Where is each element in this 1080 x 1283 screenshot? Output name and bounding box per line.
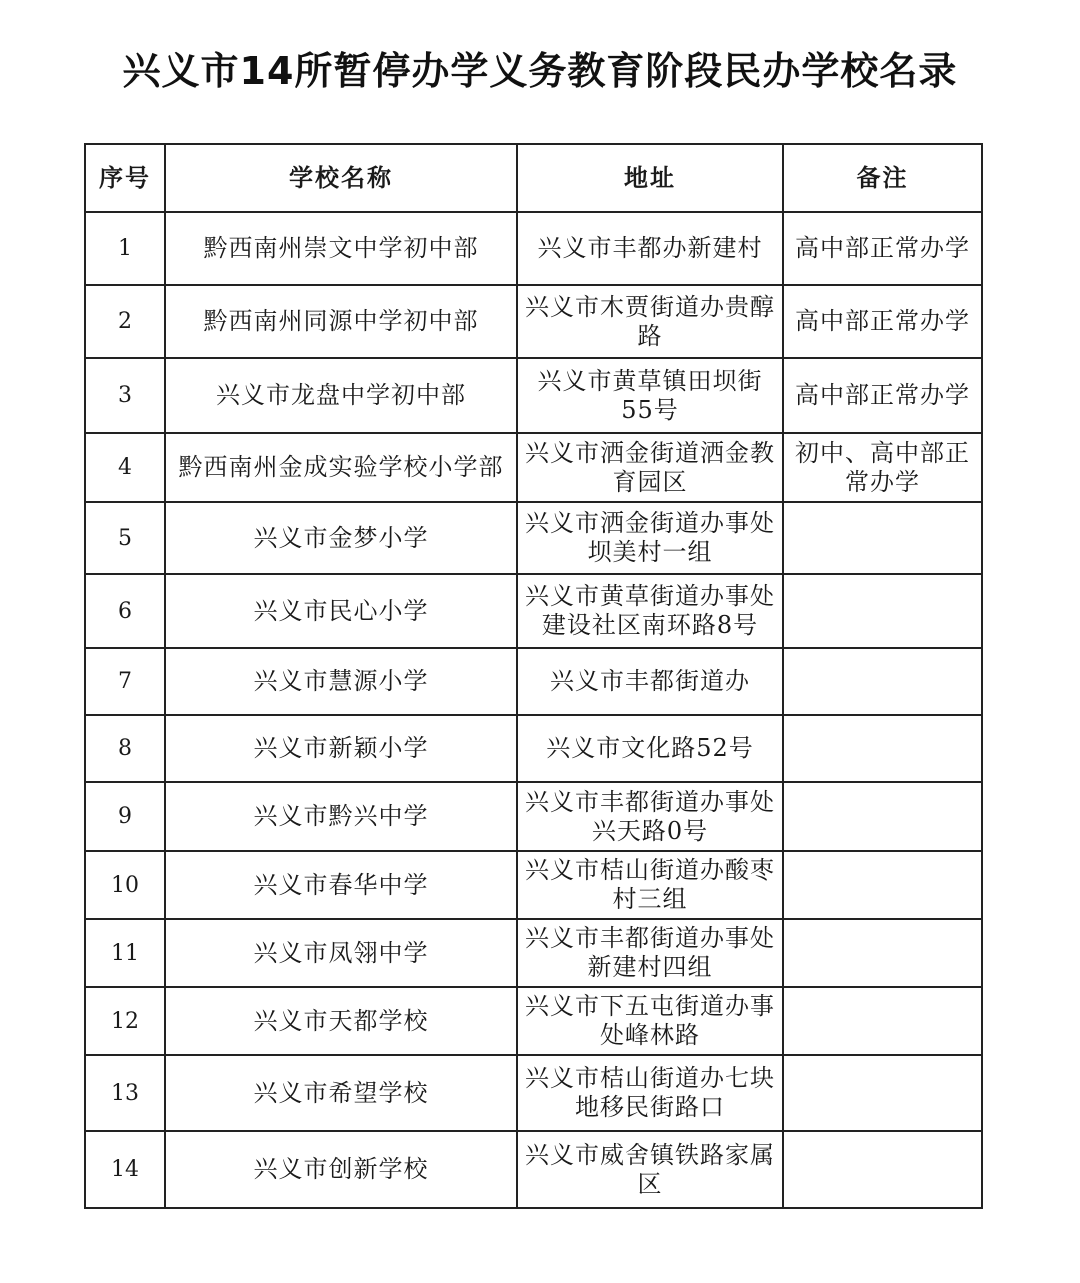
row-seq-no: 5 xyxy=(85,502,165,574)
row-remark xyxy=(783,782,982,851)
row-address: 兴义市洒金街道洒金教育园区 xyxy=(517,433,783,502)
row-address: 兴义市木贾街道办贵醇路 xyxy=(517,285,783,358)
row-seq-no: 6 xyxy=(85,574,165,648)
table-row xyxy=(85,919,982,987)
row-remark: 高中部正常办学 xyxy=(783,212,982,285)
row-address: 兴义市威舍镇铁路家属区 xyxy=(517,1131,783,1208)
row-seq-no: 4 xyxy=(85,433,165,502)
row-address: 兴义市丰都办新建村 xyxy=(517,212,783,285)
header-school-name: 学校名称 xyxy=(165,144,517,212)
row-seq-no: 7 xyxy=(85,648,165,715)
table-row xyxy=(85,987,982,1055)
row-remark xyxy=(783,1055,982,1131)
row-remark xyxy=(783,574,982,648)
row-school-name: 兴义市慧源小学 xyxy=(165,648,517,715)
row-seq-no: 13 xyxy=(85,1055,165,1131)
row-remark: 高中部正常办学 xyxy=(783,285,982,358)
row-remark xyxy=(783,648,982,715)
row-address: 兴义市丰都街道办 xyxy=(517,648,783,715)
row-seq-no: 12 xyxy=(85,987,165,1055)
row-school-name: 兴义市创新学校 xyxy=(165,1131,517,1208)
row-remark: 高中部正常办学 xyxy=(783,358,982,433)
row-school-name: 兴义市希望学校 xyxy=(165,1055,517,1131)
row-school-name: 兴义市黔兴中学 xyxy=(165,782,517,851)
row-address: 兴义市洒金街道办事处坝美村一组 xyxy=(517,502,783,574)
table-row xyxy=(85,433,982,502)
row-school-name: 黔西南州金成实验学校小学部 xyxy=(165,433,517,502)
row-school-name: 黔西南州崇文中学初中部 xyxy=(165,212,517,285)
header-remark: 备注 xyxy=(783,144,982,212)
row-school-name: 兴义市民心小学 xyxy=(165,574,517,648)
document-title: 兴义市14所暂停办学义务教育阶段民办学校名录 xyxy=(122,49,958,93)
row-school-name: 兴义市凤翎中学 xyxy=(165,919,517,987)
row-school-name: 兴义市龙盘中学初中部 xyxy=(165,358,517,433)
table-row xyxy=(85,285,982,358)
row-remark xyxy=(783,715,982,782)
row-remark: 初中、高中部正常办学 xyxy=(783,433,982,502)
table-row xyxy=(85,648,982,715)
table-header-row xyxy=(85,144,982,212)
table-row xyxy=(85,782,982,851)
table-row xyxy=(85,1131,982,1208)
row-school-name: 兴义市天都学校 xyxy=(165,987,517,1055)
row-remark xyxy=(783,1131,982,1208)
row-seq-no: 2 xyxy=(85,285,165,358)
row-address: 兴义市桔山街道办酸枣村三组 xyxy=(517,851,783,919)
table-row xyxy=(85,212,982,285)
row-address: 兴义市文化路52号 xyxy=(517,715,783,782)
row-seq-no: 3 xyxy=(85,358,165,433)
row-remark xyxy=(783,502,982,574)
row-seq-no: 8 xyxy=(85,715,165,782)
row-remark xyxy=(783,851,982,919)
table-body xyxy=(85,212,982,1208)
row-remark xyxy=(783,987,982,1055)
header-seq-no: 序号 xyxy=(85,144,165,212)
table-row xyxy=(85,502,982,574)
table-row xyxy=(85,715,982,782)
row-remark xyxy=(783,919,982,987)
row-school-name: 兴义市金梦小学 xyxy=(165,502,517,574)
row-school-name: 兴义市春华中学 xyxy=(165,851,517,919)
row-seq-no: 9 xyxy=(85,782,165,851)
row-school-name: 兴义市新颖小学 xyxy=(165,715,517,782)
row-address: 兴义市下五屯街道办事处峰林路 xyxy=(517,987,783,1055)
row-school-name: 黔西南州同源中学初中部 xyxy=(165,285,517,358)
row-address: 兴义市桔山街道办七块地移民街路口 xyxy=(517,1055,783,1131)
header-address: 地址 xyxy=(517,144,783,212)
table-row xyxy=(85,851,982,919)
row-address: 兴义市黄草街道办事处建设社区南环路8号 xyxy=(517,574,783,648)
row-seq-no: 14 xyxy=(85,1131,165,1208)
row-seq-no: 1 xyxy=(85,212,165,285)
table-row xyxy=(85,1055,982,1131)
table-row xyxy=(85,574,982,648)
school-roster-table xyxy=(84,143,983,1209)
table-row xyxy=(85,358,982,433)
row-seq-no: 11 xyxy=(85,919,165,987)
row-address: 兴义市丰都街道办事处兴天路0号 xyxy=(517,782,783,851)
row-address: 兴义市黄草镇田坝街55号 xyxy=(517,358,783,433)
row-address: 兴义市丰都街道办事处新建村四组 xyxy=(517,919,783,987)
row-seq-no: 10 xyxy=(85,851,165,919)
